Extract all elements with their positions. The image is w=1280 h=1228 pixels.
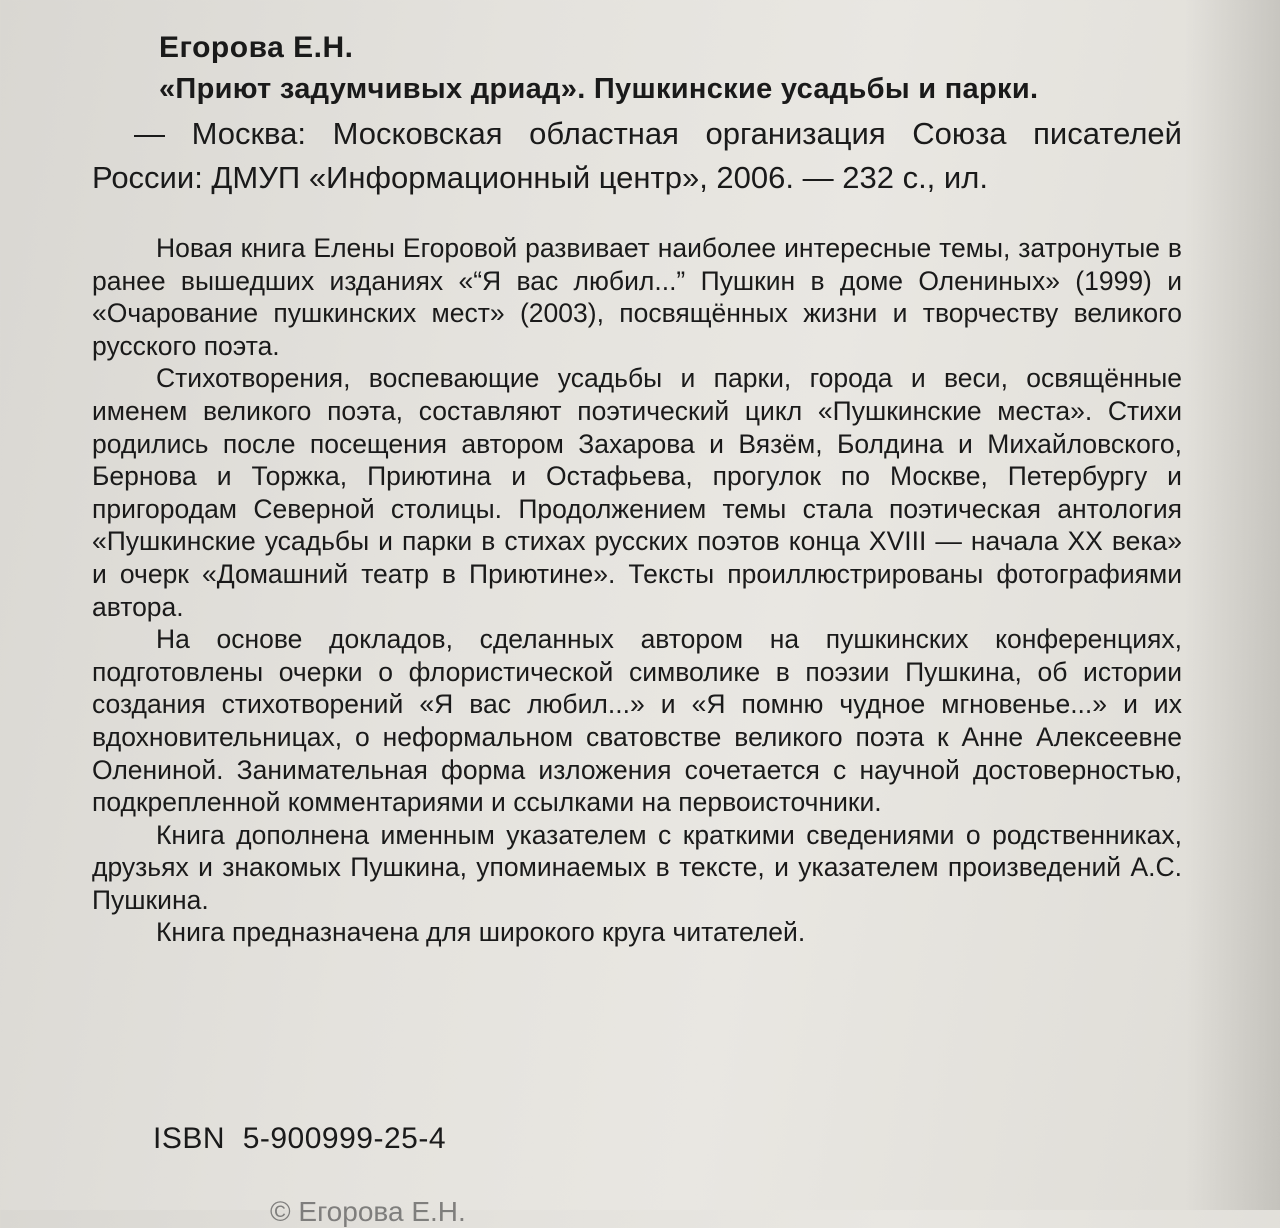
author-name: Егорова Е.Н.	[159, 31, 354, 64]
book-title: «Приют задумчивых дриад». Пушкинские усадьбы и парки.	[159, 73, 1039, 105]
abstract-paragraph: На основе докладов, сделанных автором на пушкинских конференциях, подготовлены очерки о флористической символике в поэзии Пушкина, об истории создания стихотворений «Я вас любил...» и «Я помню чудное мгновенье...» и их вдохновительницах, о неформальном сватовстве великого поэта к Анне Алексеевне Олениной. Занимательная форма изложения сочетается с научной достоверностью, подкрепленной комментариями и ссылками на первоисточники.	[92, 624, 1182, 818]
abstract-paragraph: Стихотворения, воспевающие усадьбы и парки, города и веси, освящённые именем великого поэта, составляют поэтический цикл «Пушкинские места». Стихи родились после посещения автором Захарова и Вязём, Болдина и Михайловского, Бернова и Торжка, Приютина и Остафьева, прогулок по Москве, Петербургу и пригородам Северной столицы. Продолжением темы стала поэтическая антология «Пушкинские усадьбы и парки в стихах русских поэтов конца XVIII — начала XX века» и очерк «Домашний театр в Приютине». Тексты проиллюстрированы фотографиями автора.	[92, 363, 1182, 622]
isbn: ISBN 5-900999-25-4	[153, 1122, 447, 1155]
abstract-paragraph: Книга предназначена для широкого круга читателей.	[156, 917, 806, 948]
copyright-line: © Егорова Е.Н.	[270, 1196, 466, 1227]
bibliographic-header	[92, 28, 1202, 200]
abstract-paragraph: Книга дополнена именным указателем с краткими сведениями о родственниках, друзьях и знакомых Пушкина, упоминаемых в тексте, и указателем произведений А.С. Пушкина.	[92, 819, 1182, 915]
abstract-paragraph: Новая книга Елены Егоровой развивает наиболее интересные темы, затронутые в ранее вышедших изданиях «“Я вас любил...” Пушкин в доме Олениных» (1999) и «Очарование пушкинских мест» (2003), посвящённых жизни и творчеству великого русского поэта.	[92, 233, 1182, 361]
publication-info: — Москва: Московская областная организация Союза писателей России: ДМУП «Информационный центр», 2006. — 232 с., ил.	[92, 116, 1182, 195]
abstract	[92, 232, 1182, 949]
